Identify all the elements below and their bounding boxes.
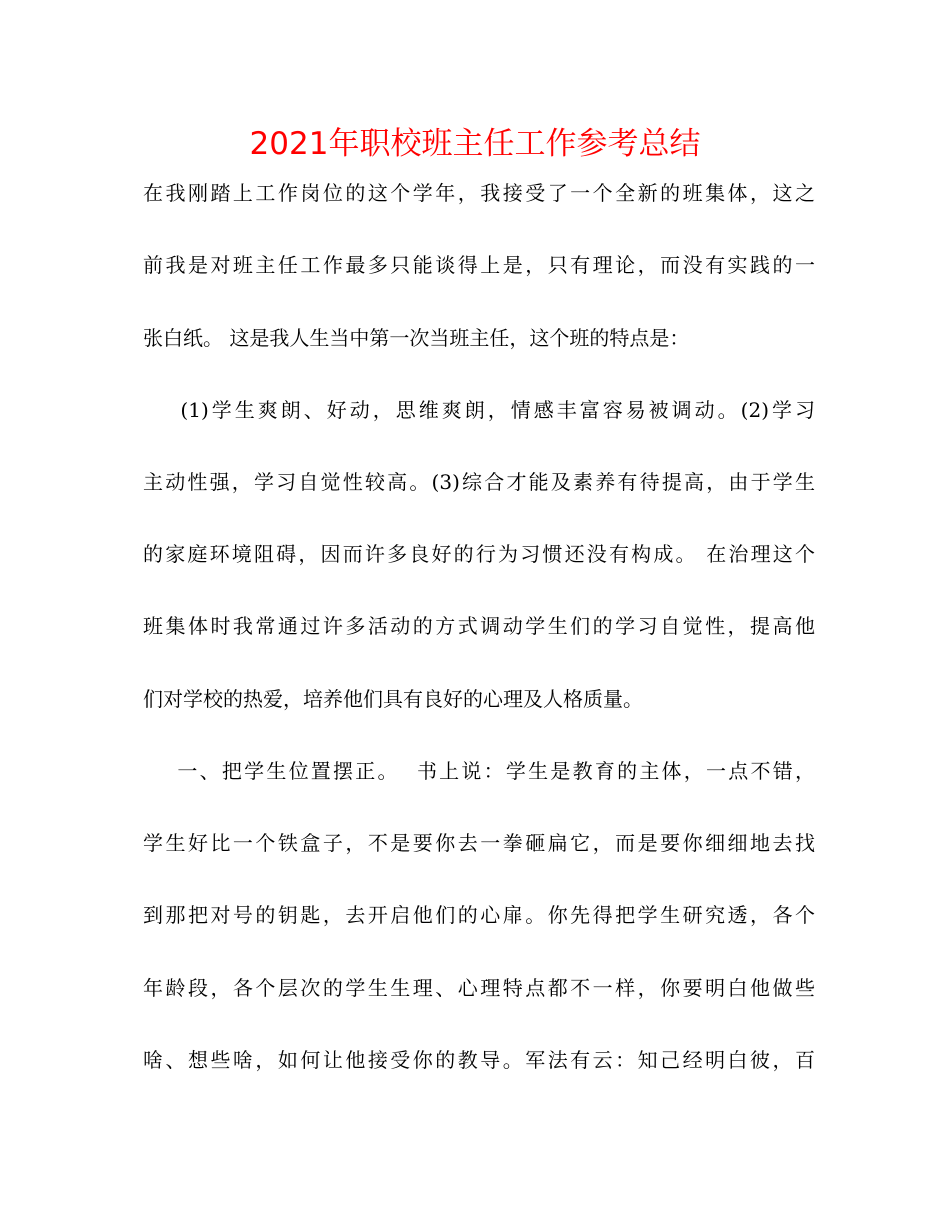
body-line-8: 们对学校的热爱，培养他们具有良好的心理及人格质量。 xyxy=(143,687,643,711)
body-line-1: 在我刚踏上工作岗位的这个学年，我接受了一个全新的班集体，这之 xyxy=(143,181,815,205)
body-line-9: 一、把学生位置摆正。 书上说：学生是教育的主体，一点不错， xyxy=(143,759,815,783)
body-line-13: 啥、想些啥，如何让他接受你的教导。军法有云：知己经明白彼，百 xyxy=(143,1048,815,1072)
body-line-6: 的家庭环境阻碍，因而许多良好的行为习惯还没有构成。 在治理这个 xyxy=(143,542,815,566)
document-title: 2021年职校班主任工作参考总结 xyxy=(249,126,701,162)
body-line-3: 张白纸。 这是我人生当中第一次当班主任，这个班的特点是： xyxy=(143,326,690,350)
body-line-12: 年龄段，各个层次的学生生理、心理特点都不一样，你要明白他做些 xyxy=(143,976,815,1000)
body-line-11: 到那把对号的钥匙，去开启他们的心扉。你先得把学生研究透，各个 xyxy=(143,903,815,927)
body-line-10: 学生好比一个铁盒子，不是要你去一拳砸扁它，而是要你细细地去找 xyxy=(143,831,815,855)
body-line-7: 班集体时我常通过许多活动的方式调动学生们的学习自觉性，提高他 xyxy=(143,614,815,638)
body-line-5: 主动性强，学习自觉性较高。(3)综合才能及素养有待提高，由于学生 xyxy=(143,470,815,494)
body-line-4: (1)学生爽朗、好动，思维爽朗，情感丰富容易被调动。(2)学习 xyxy=(143,398,815,422)
body-line-2: 前我是对班主任工作最多只能谈得上是，只有理论，而没有实践的一 xyxy=(143,253,815,277)
